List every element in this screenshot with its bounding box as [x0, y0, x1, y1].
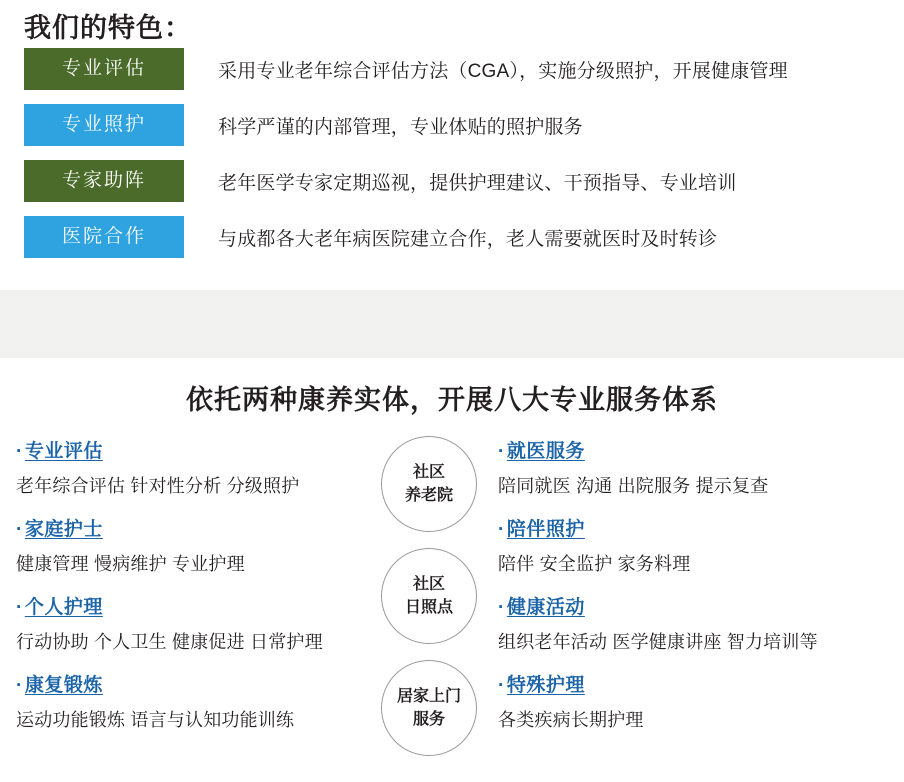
- service-description: 行动协助 个人卫生 健康促进 日常护理: [16, 632, 323, 652]
- service-heading: [498, 592, 868, 619]
- service-heading: [16, 514, 386, 541]
- entity-circle-line2: 养老院: [404, 487, 453, 504]
- service-item: [16, 592, 386, 654]
- feature-tag: 医院合作: [24, 216, 184, 258]
- bullet-icon: ·: [16, 597, 23, 618]
- service-item: [16, 670, 386, 732]
- feature-description: 与成都各大老年病医院建立合作，老人需要就医时及时转诊: [218, 228, 718, 250]
- entity-circle-line1: 社区: [412, 575, 445, 593]
- bullet-icon: ·: [498, 597, 505, 618]
- bullet-icon: ·: [498, 441, 505, 462]
- section-divider-band: [0, 290, 904, 358]
- bullet-icon: ·: [498, 675, 505, 696]
- features-title: 我们的特色：: [24, 13, 192, 43]
- service-description: 健康管理 慢病维护 专业护理: [16, 554, 245, 574]
- services-title: 依托两种康养实体，开展八大专业服务体系: [186, 385, 718, 415]
- entity-circle: [381, 660, 477, 756]
- entity-circle-line2: 日照点: [404, 599, 453, 616]
- service-item: [16, 514, 386, 576]
- service-heading: [498, 514, 868, 541]
- feature-row: [24, 48, 788, 90]
- entity-circle: [381, 548, 477, 644]
- feature-tag: 专业照护: [24, 104, 184, 146]
- feature-description: 采用专业老年综合评估方法（CGA），实施分级照护，开展健康管理: [218, 60, 788, 82]
- entity-circle-line2: 服务: [412, 711, 445, 728]
- feature-row: [24, 216, 717, 258]
- service-description: 运动功能锻炼 语言与认知功能训练: [16, 710, 295, 730]
- service-heading-label: 就医服务: [506, 441, 585, 462]
- service-description: 组织老年活动 医学健康讲座 智力培训等: [498, 632, 818, 652]
- feature-row: [24, 104, 583, 146]
- service-heading-label: 陪伴照护: [506, 519, 585, 540]
- service-heading: [498, 436, 868, 463]
- services-column-left: [16, 436, 386, 748]
- service-description: 老年综合评估 针对性分析 分级照护: [16, 476, 300, 496]
- bullet-icon: ·: [16, 441, 23, 462]
- feature-tag: 专业评估: [24, 48, 184, 90]
- service-heading-label: 康复锻炼: [24, 675, 103, 696]
- service-description: 各类疾病长期护理: [498, 710, 644, 730]
- feature-description: 科学严谨的内部管理，专业体贴的照护服务: [218, 116, 583, 138]
- service-heading-label: 家庭护士: [24, 519, 103, 540]
- features-section: [0, 0, 904, 300]
- service-heading: [16, 436, 386, 463]
- service-heading-label: 个人护理: [24, 597, 103, 618]
- entity-circle: [381, 436, 477, 532]
- service-heading: [16, 592, 386, 619]
- service-heading-label: 特殊护理: [506, 675, 585, 696]
- bullet-icon: ·: [16, 519, 23, 540]
- entity-circles: [381, 436, 477, 772]
- entity-circle-line1: 社区: [412, 463, 445, 481]
- services-section: [0, 358, 904, 782]
- service-item: [498, 670, 868, 732]
- service-heading-label: 健康活动: [506, 597, 585, 618]
- service-heading: [16, 670, 386, 697]
- service-description: 陪同就医 沟通 出院服务 提示复查: [498, 476, 769, 496]
- bullet-icon: ·: [498, 519, 505, 540]
- feature-row: [24, 160, 736, 202]
- services-column-right: [498, 436, 868, 748]
- service-item: [16, 436, 386, 498]
- entity-circle-line1: 居家上门: [396, 687, 461, 705]
- service-item: [498, 592, 868, 654]
- service-item: [498, 436, 868, 498]
- service-description: 陪伴 安全监护 家务料理: [498, 554, 691, 574]
- feature-tag: 专家助阵: [24, 160, 184, 202]
- service-heading: [498, 670, 868, 697]
- feature-description: 老年医学专家定期巡视，提供护理建议、干预指导、专业培训: [218, 172, 737, 194]
- service-item: [498, 514, 868, 576]
- bullet-icon: ·: [16, 675, 23, 696]
- service-heading-label: 专业评估: [24, 441, 103, 462]
